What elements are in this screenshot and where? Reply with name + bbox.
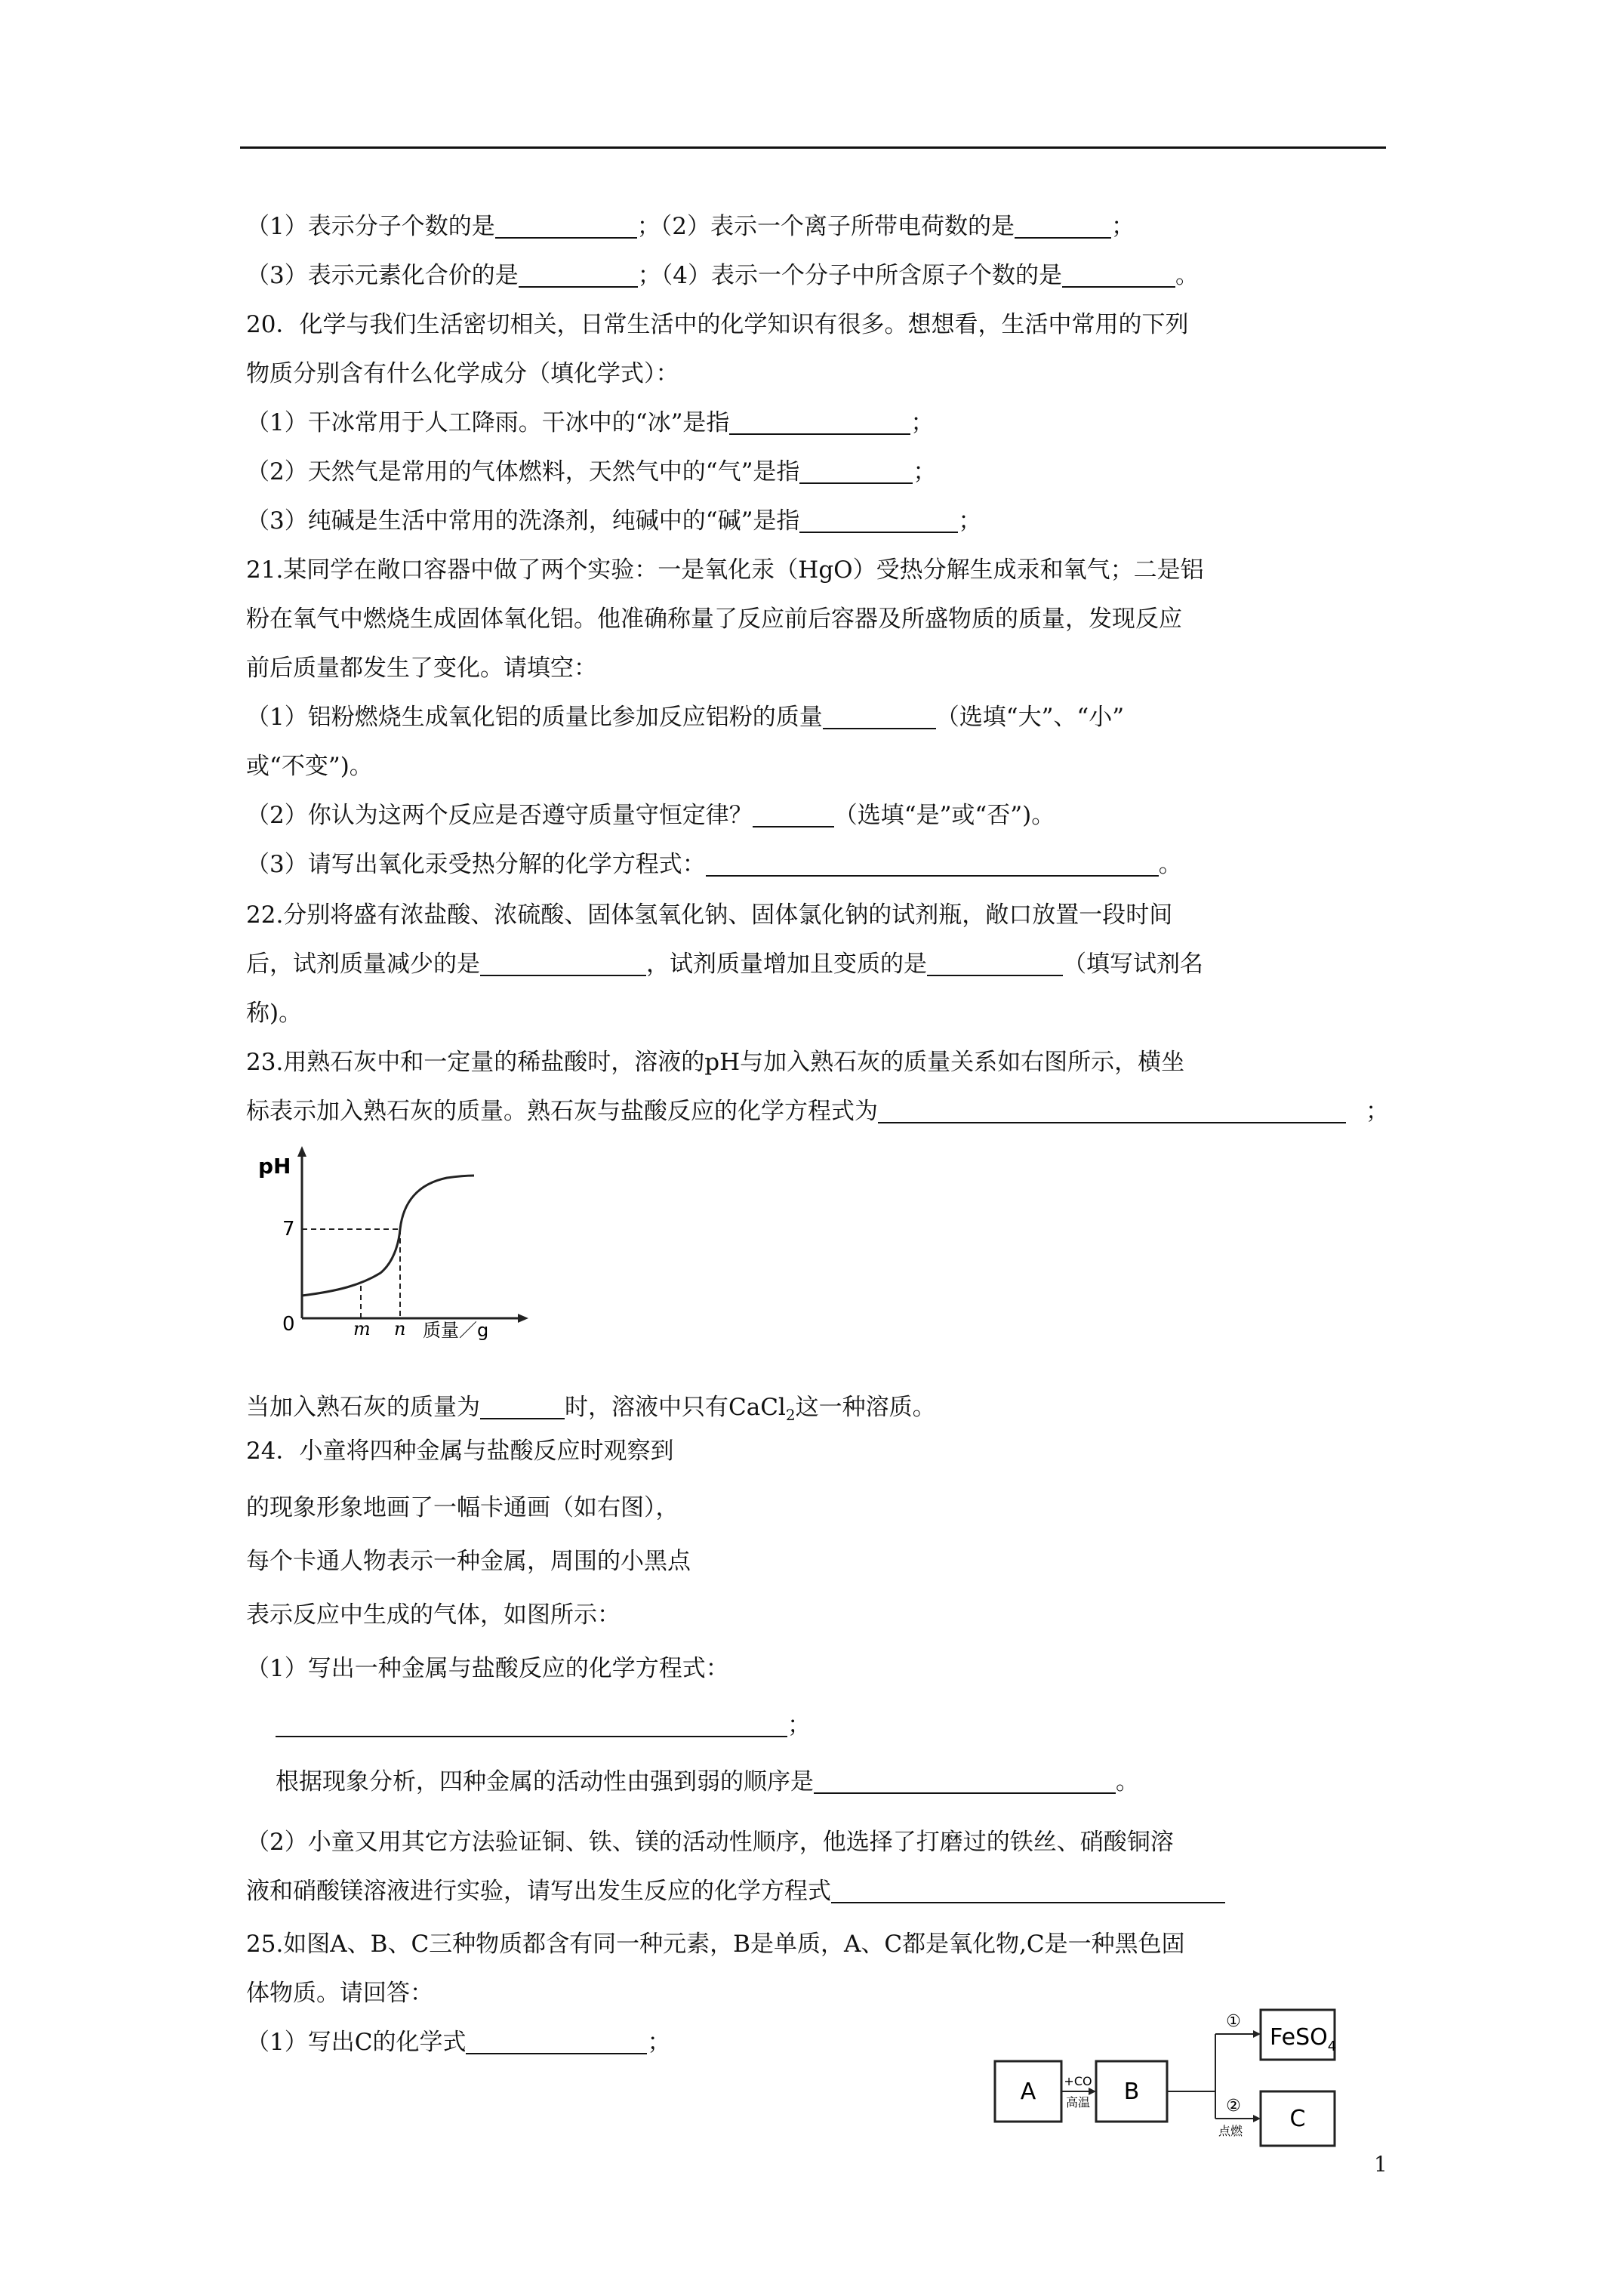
answer-blank[interactable] [927,952,1063,976]
q24-line-4: 表示反应中生成的气体，如图所示： [246,1601,621,1629]
answer-blank[interactable] [276,1713,787,1737]
q24-line-1: 24．小童将四种金属与盐酸反应时观察到 [246,1438,674,1465]
q19-line-2: （3）表示元素化合价的是 ；（4）表示一个分子中所含原子个数的是 。 [246,262,1199,289]
q24-sub-1: （1）写出一种金属与盐酸反应的化学方程式： [246,1655,729,1682]
q21-line-2: 粉在氧气中燃烧生成固体氧化铝。他准确称量了反应前后容器及所盛物质的质量，发现反应 [246,606,1182,633]
q23-line-3: 当加入熟石灰的质量为 时，溶液中只有CaCl$_2$这一种溶质。 [246,1394,936,1425]
x-axis-arrow [518,1314,528,1323]
answer-blank[interactable] [1015,214,1111,239]
q24-sub-1-answer: ； [276,1709,811,1742]
q20-sub-2: （2）天然气是常用的气体燃料，天然气中的“气”是指 ； [246,458,937,485]
ph-curve [302,1176,474,1296]
q21-sub-2: （2）你认为这两个反应是否遵守质量守恒定律？ （选填“是”或“否”)。 [246,802,1055,829]
arrow-a-b-condition: 高温 [1065,2095,1091,2110]
q24-sub-1-order: 根据现象分析，四种金属的活动性由强到弱的顺序是 。 [276,1768,1139,1795]
answer-blank[interactable] [799,460,913,484]
answer-blank[interactable] [878,1099,1346,1123]
n-label: n [394,1318,406,1339]
q25-line-2: 体物质。请回答： [246,1980,433,2007]
q23-line-1: 23.用熟石灰中和一定量的稀盐酸时，溶液的pH与加入熟石灰的质量关系如右图所示，横坐 [246,1049,1185,1076]
answer-blank[interactable] [799,509,958,533]
box-a-label: A [1020,2079,1036,2105]
arrow-a-b-reagent: +CO [1064,2074,1092,2088]
m-label: m [353,1318,371,1339]
answer-blank[interactable] [466,2030,647,2054]
ph7-label: 7 [282,1218,295,1240]
flow-diagram [981,1978,1359,2152]
y-axis-arrow [297,1146,306,1157]
box-feso4-label: FeSO$_4$ [1270,2024,1337,2054]
ph-label: pH [258,1154,291,1179]
q22-line-2: 后，试剂质量减少的是 ，试剂质量增加且变质的是 （填写试剂名 [246,951,1203,978]
q25-line-1: 25.如图A、B、C三种物质都含有同一种元素，B是单质，A、C都是氧化物,C是一种黑色固 [246,1931,1185,1958]
q22-line-1: 22.分别将盛有浓盐酸、浓硫酸、固体氢氧化钠、固体氯化钠的试剂瓶，敞口放置一段时间 [246,901,1173,929]
q25-sub-1: （1）写出C的化学式 ； [246,2029,671,2056]
q21-sub-1: （1）铝粉燃烧生成氧化铝的质量比参加反应铝粉的质量 （选填“大”、“小” [246,704,1125,731]
q22-line-3: 称)。 [246,1000,303,1027]
page-number: 1 [1374,2152,1387,2177]
q20-line-2: 物质分别含有什么化学成分（填化学式）： [246,360,679,387]
q24-line-3: 每个卡通人物表示一种金属，周围的小黑点 [246,1548,691,1575]
answer-blank[interactable] [495,214,637,239]
q21-line-1: 21.某同学在敞口容器中做了两个实验：一是氧化汞（HgO）受热分解生成汞和氧气；二是铝 [246,556,1204,584]
branch2-condition: 点燃 [1218,2124,1243,2138]
q21-sub-1-cont: 或“不变”)。 [246,753,373,780]
ph-chart [255,1146,544,1344]
q24-line-2: 的现象形象地画了一幅卡通画（如右图）， [246,1494,679,1521]
header-rule [240,146,1386,149]
answer-blank[interactable] [729,411,910,435]
branch1-label: ① [1226,2012,1241,2031]
answer-blank[interactable] [753,803,834,827]
answer-blank[interactable] [480,952,646,976]
q24-sub-2-cont: 液和硝酸镁溶液进行实验，请写出发生反应的化学方程式 [246,1875,1225,1908]
answer-blank[interactable] [831,1879,1225,1903]
answer-blank[interactable] [480,1395,565,1419]
answer-blank[interactable] [823,705,936,729]
q20-sub-3: （3）纯碱是生活中常用的洗涤剂，纯碱中的“碱”是指 ； [246,507,982,535]
answer-blank[interactable] [814,1770,1116,1794]
q21-sub-3: （3）请写出氧化汞受热分解的化学方程式： 。 [246,851,1182,878]
q23-line-2: 标表示加入熟石灰的质量。熟石灰与盐酸反应的化学方程式为 ； [246,1098,1389,1125]
q24-sub-2: （2）小童又用其它方法验证铜、铁、镁的活动性顺序，他选择了打磨过的铁丝、硝酸铜溶 [246,1829,1174,1856]
box-c-label: C [1289,2106,1306,2132]
q20-line-1: 20．化学与我们生活密切相关，日常生活中的化学知识有很多。想想看，生活中常用的下列 [246,311,1189,338]
q20-sub-1: （1）干冰常用于人工降雨。干冰中的“冰”是指 ； [246,409,935,436]
answer-blank[interactable] [1062,264,1175,288]
x-axis-label: 质量／g [423,1320,489,1341]
q21-line-3: 前后质量都发生了变化。请填空： [246,655,597,682]
answer-blank[interactable] [706,852,1159,877]
box-b-label: B [1123,2079,1140,2105]
answer-blank[interactable] [519,264,638,288]
q19-line-1: （1）表示分子个数的是 ；（2）表示一个离子所带电荷数的是 ； [246,213,1135,240]
origin-label: 0 [282,1313,295,1336]
branch2-label: ② [1226,2097,1241,2116]
